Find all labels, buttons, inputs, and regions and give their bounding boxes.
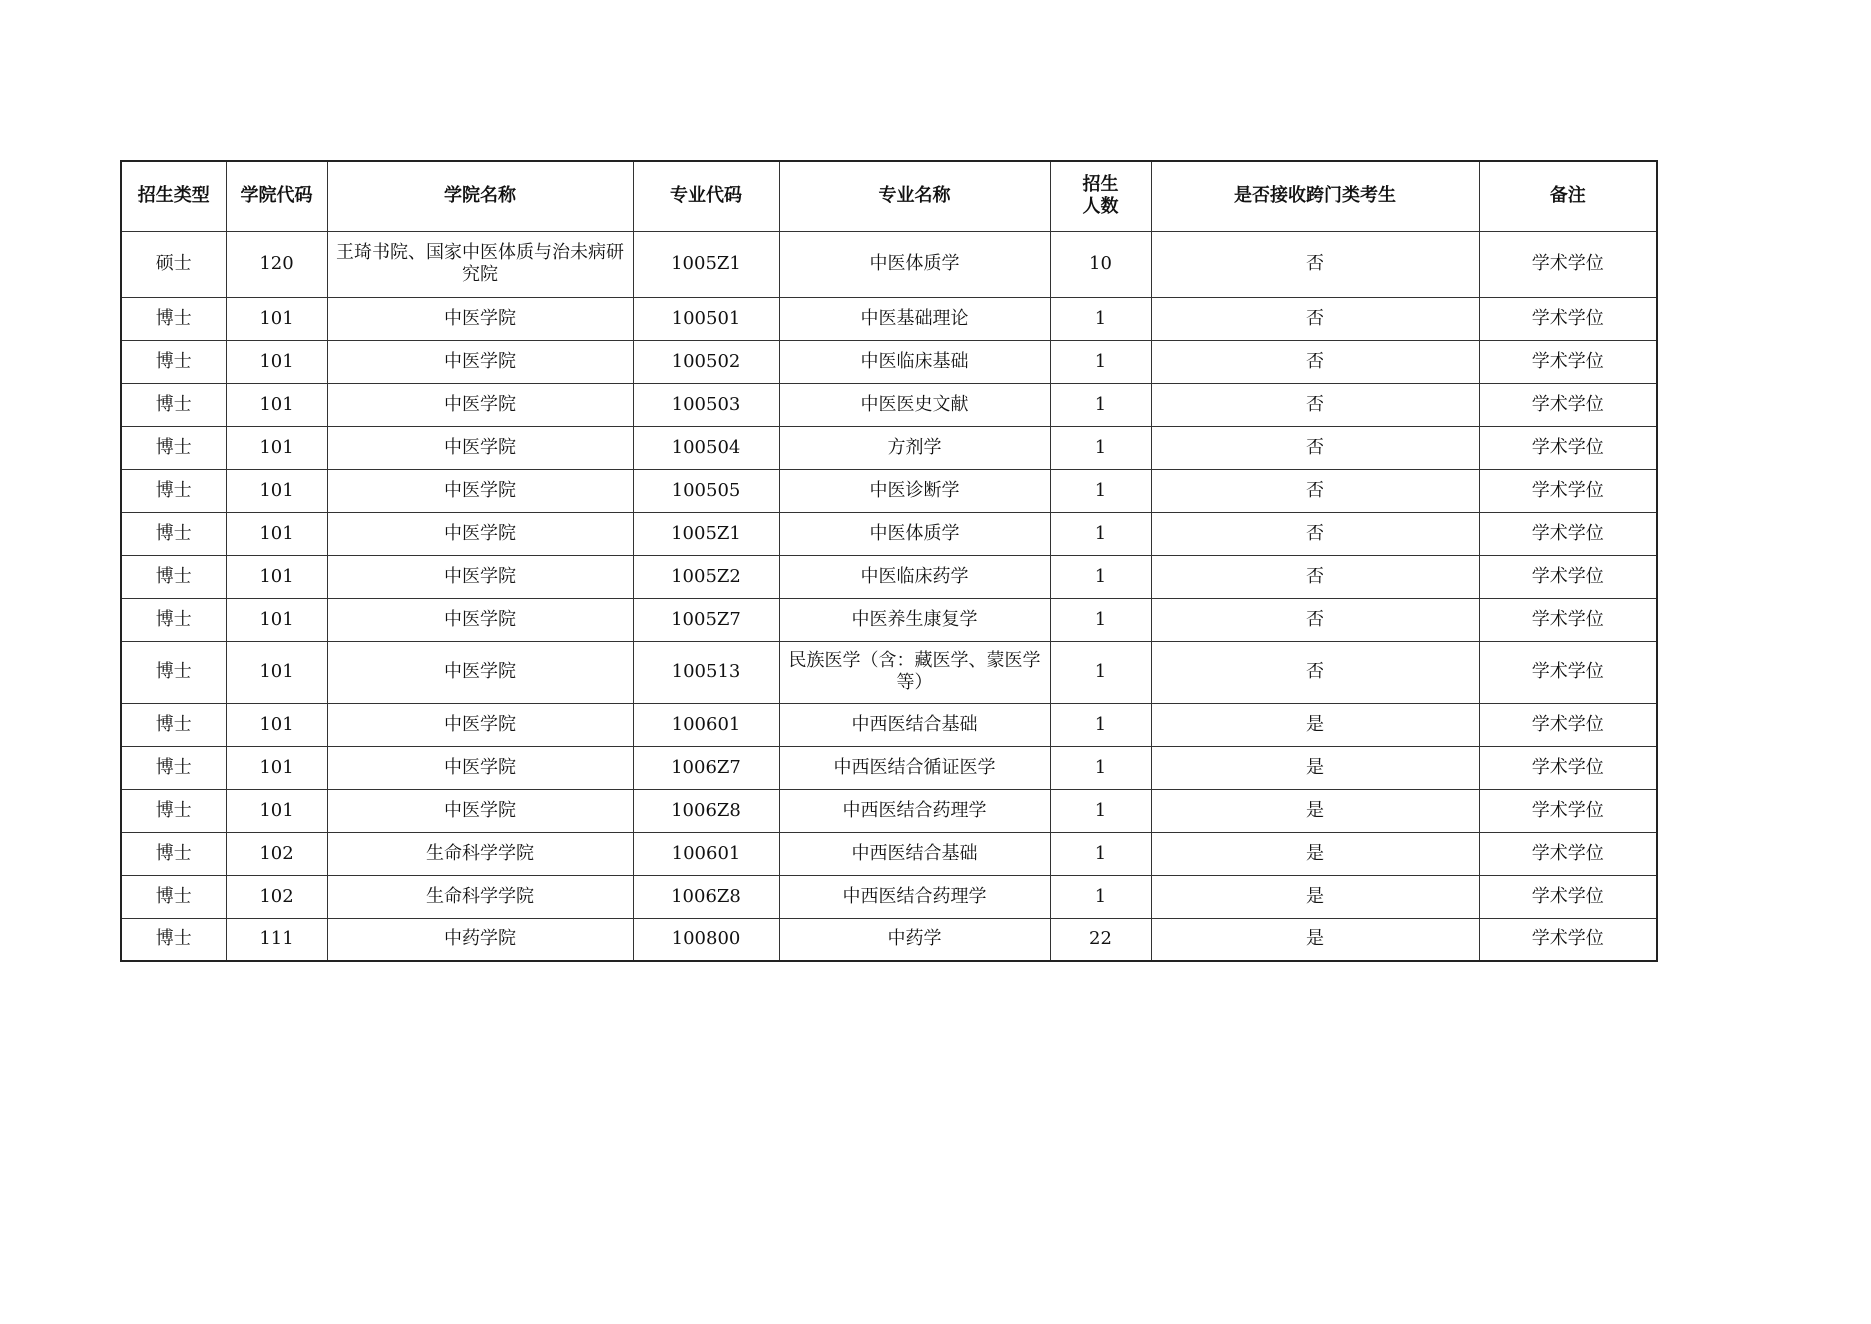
cell-major-code: 1005Z7 (633, 598, 779, 641)
cell-cross-discipline: 否 (1151, 512, 1479, 555)
cell-enrollment-type: 博士 (121, 598, 226, 641)
cell-cross-discipline: 是 (1151, 875, 1479, 918)
cell-remarks: 学术学位 (1479, 832, 1657, 875)
cell-major-code: 100501 (633, 297, 779, 340)
cell-major-code: 100601 (633, 832, 779, 875)
cell-major-name: 中西医结合药理学 (779, 875, 1050, 918)
header-cross-discipline: 是否接收跨门类考生 (1151, 161, 1479, 231)
cell-college-name: 中医学院 (327, 598, 633, 641)
table-row (121, 231, 1657, 297)
cell-college-code: 101 (226, 297, 327, 340)
cell-cross-discipline: 否 (1151, 383, 1479, 426)
cell-remarks: 学术学位 (1479, 789, 1657, 832)
cell-remarks: 学术学位 (1479, 297, 1657, 340)
cell-college-name: 中医学院 (327, 426, 633, 469)
cell-enrollment-count: 1 (1050, 383, 1151, 426)
cell-college-code: 102 (226, 832, 327, 875)
cell-college-code: 101 (226, 512, 327, 555)
table-row (121, 340, 1657, 383)
cell-major-code: 100502 (633, 340, 779, 383)
cell-cross-discipline: 否 (1151, 426, 1479, 469)
cell-college-code: 101 (226, 703, 327, 746)
cell-major-code: 100513 (633, 641, 779, 703)
cell-enrollment-count: 1 (1050, 875, 1151, 918)
cell-college-code: 111 (226, 918, 327, 961)
cell-college-name: 中医学院 (327, 297, 633, 340)
cell-major-name: 中医临床基础 (779, 340, 1050, 383)
cell-remarks: 学术学位 (1479, 469, 1657, 512)
cell-cross-discipline: 是 (1151, 746, 1479, 789)
header-college-code: 学院代码 (226, 161, 327, 231)
cell-remarks: 学术学位 (1479, 875, 1657, 918)
cell-remarks: 学术学位 (1479, 746, 1657, 789)
table-row (121, 832, 1657, 875)
cell-college-code: 101 (226, 340, 327, 383)
cell-major-name: 中医体质学 (779, 512, 1050, 555)
header-row (121, 161, 1657, 231)
table-body (121, 231, 1657, 961)
cell-major-name: 中西医结合基础 (779, 703, 1050, 746)
cell-enrollment-count: 1 (1050, 598, 1151, 641)
cell-college-code: 101 (226, 469, 327, 512)
cell-cross-discipline: 否 (1151, 555, 1479, 598)
cell-college-name: 中医学院 (327, 641, 633, 703)
cell-major-code: 1005Z1 (633, 231, 779, 297)
cell-enrollment-count: 1 (1050, 703, 1151, 746)
cell-college-code: 101 (226, 555, 327, 598)
table-row (121, 469, 1657, 512)
cell-enrollment-type: 硕士 (121, 231, 226, 297)
cell-enrollment-type: 博士 (121, 469, 226, 512)
cell-major-name: 中医医史文献 (779, 383, 1050, 426)
cell-enrollment-count: 1 (1050, 555, 1151, 598)
cell-college-code: 101 (226, 598, 327, 641)
cell-major-code: 100504 (633, 426, 779, 469)
cell-remarks: 学术学位 (1479, 703, 1657, 746)
cell-major-code: 1005Z2 (633, 555, 779, 598)
cell-major-name: 中医体质学 (779, 231, 1050, 297)
cell-major-name: 中西医结合循证医学 (779, 746, 1050, 789)
table-row (121, 555, 1657, 598)
cell-college-name: 中药学院 (327, 918, 633, 961)
cell-major-name: 中西医结合药理学 (779, 789, 1050, 832)
table-row (121, 426, 1657, 469)
cell-enrollment-type: 博士 (121, 875, 226, 918)
header-remarks: 备注 (1479, 161, 1657, 231)
cell-enrollment-count: 1 (1050, 512, 1151, 555)
cell-college-name: 王琦书院、国家中医体质与治未病研究院 (327, 231, 633, 297)
cell-enrollment-count: 1 (1050, 297, 1151, 340)
cell-major-name: 方剂学 (779, 426, 1050, 469)
cell-enrollment-type: 博士 (121, 297, 226, 340)
cell-major-code: 1005Z1 (633, 512, 779, 555)
cell-cross-discipline: 是 (1151, 789, 1479, 832)
table-row (121, 641, 1657, 703)
cell-college-code: 101 (226, 641, 327, 703)
table-row (121, 512, 1657, 555)
table-row (121, 703, 1657, 746)
table-row (121, 918, 1657, 961)
cell-enrollment-count: 10 (1050, 231, 1151, 297)
header-enrollment-count: 招生人数 (1050, 161, 1151, 231)
cell-enrollment-type: 博士 (121, 746, 226, 789)
table-row (121, 598, 1657, 641)
cell-cross-discipline: 是 (1151, 703, 1479, 746)
cell-enrollment-type: 博士 (121, 789, 226, 832)
cell-enrollment-count: 1 (1050, 641, 1151, 703)
cell-remarks: 学术学位 (1479, 426, 1657, 469)
cell-college-name: 中医学院 (327, 383, 633, 426)
cell-enrollment-count: 1 (1050, 469, 1151, 512)
table-row (121, 383, 1657, 426)
cell-college-code: 102 (226, 875, 327, 918)
cell-cross-discipline: 否 (1151, 598, 1479, 641)
header-major-name: 专业名称 (779, 161, 1050, 231)
cell-remarks: 学术学位 (1479, 598, 1657, 641)
cell-college-name: 生命科学学院 (327, 875, 633, 918)
cell-major-name: 中西医结合基础 (779, 832, 1050, 875)
table-header (121, 161, 1657, 231)
cell-enrollment-type: 博士 (121, 340, 226, 383)
cell-major-name: 民族医学（含：藏医学、蒙医学等） (779, 641, 1050, 703)
cell-cross-discipline: 否 (1151, 641, 1479, 703)
cell-enrollment-count: 1 (1050, 340, 1151, 383)
cell-remarks: 学术学位 (1479, 555, 1657, 598)
cell-cross-discipline: 是 (1151, 918, 1479, 961)
cell-cross-discipline: 否 (1151, 231, 1479, 297)
cell-college-code: 101 (226, 789, 327, 832)
header-major-code: 专业代码 (633, 161, 779, 231)
cell-college-name: 中医学院 (327, 512, 633, 555)
cell-remarks: 学术学位 (1479, 383, 1657, 426)
enrollment-table-container (120, 160, 1658, 962)
cell-remarks: 学术学位 (1479, 231, 1657, 297)
cell-cross-discipline: 否 (1151, 469, 1479, 512)
cell-college-name: 中医学院 (327, 789, 633, 832)
cell-college-name: 生命科学学院 (327, 832, 633, 875)
cell-enrollment-count: 1 (1050, 426, 1151, 469)
cell-major-code: 1006Z8 (633, 789, 779, 832)
cell-enrollment-count: 1 (1050, 746, 1151, 789)
cell-college-code: 120 (226, 231, 327, 297)
cell-remarks: 学术学位 (1479, 512, 1657, 555)
cell-college-code: 101 (226, 383, 327, 426)
table-row (121, 789, 1657, 832)
cell-cross-discipline: 否 (1151, 340, 1479, 383)
cell-college-name: 中医学院 (327, 555, 633, 598)
cell-enrollment-count: 1 (1050, 832, 1151, 875)
cell-major-name: 中医养生康复学 (779, 598, 1050, 641)
cell-remarks: 学术学位 (1479, 918, 1657, 961)
cell-college-name: 中医学院 (327, 340, 633, 383)
cell-enrollment-type: 博士 (121, 426, 226, 469)
cell-enrollment-type: 博士 (121, 641, 226, 703)
cell-enrollment-type: 博士 (121, 703, 226, 746)
cell-major-code: 1006Z7 (633, 746, 779, 789)
cell-major-name: 中医基础理论 (779, 297, 1050, 340)
cell-cross-discipline: 否 (1151, 297, 1479, 340)
cell-major-name: 中药学 (779, 918, 1050, 961)
cell-college-name: 中医学院 (327, 703, 633, 746)
header-enrollment-type: 招生类型 (121, 161, 226, 231)
table-row (121, 297, 1657, 340)
cell-enrollment-type: 博士 (121, 918, 226, 961)
cell-major-name: 中医临床药学 (779, 555, 1050, 598)
cell-major-code: 100601 (633, 703, 779, 746)
cell-enrollment-type: 博士 (121, 512, 226, 555)
table-row (121, 875, 1657, 918)
cell-remarks: 学术学位 (1479, 641, 1657, 703)
cell-enrollment-type: 博士 (121, 832, 226, 875)
header-college-name: 学院名称 (327, 161, 633, 231)
cell-cross-discipline: 是 (1151, 832, 1479, 875)
cell-college-code: 101 (226, 426, 327, 469)
cell-enrollment-count: 22 (1050, 918, 1151, 961)
cell-major-code: 100505 (633, 469, 779, 512)
cell-college-name: 中医学院 (327, 469, 633, 512)
cell-college-name: 中医学院 (327, 746, 633, 789)
enrollment-table (120, 160, 1658, 962)
cell-major-code: 100503 (633, 383, 779, 426)
cell-enrollment-type: 博士 (121, 555, 226, 598)
cell-enrollment-count: 1 (1050, 789, 1151, 832)
cell-college-code: 101 (226, 746, 327, 789)
cell-major-code: 1006Z8 (633, 875, 779, 918)
cell-remarks: 学术学位 (1479, 340, 1657, 383)
cell-major-name: 中医诊断学 (779, 469, 1050, 512)
table-row (121, 746, 1657, 789)
cell-major-code: 100800 (633, 918, 779, 961)
cell-enrollment-type: 博士 (121, 383, 226, 426)
